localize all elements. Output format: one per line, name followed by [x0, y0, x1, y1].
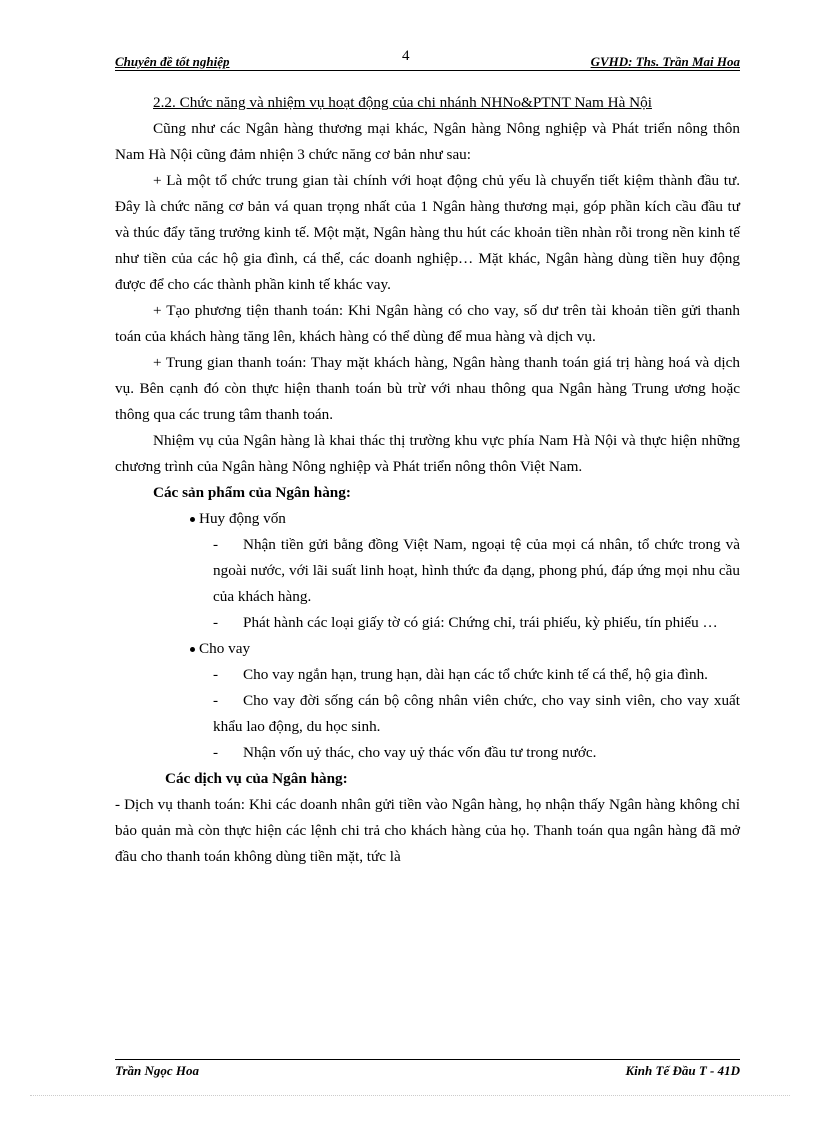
dash-mark: -	[213, 666, 219, 683]
dash-item	[213, 740, 740, 766]
dash-text: Nhận vốn uỷ thác, cho vay uỷ thác vốn đầu tư trong nước.	[243, 744, 597, 761]
document-body	[115, 90, 740, 870]
page-header	[115, 48, 740, 71]
products-title: Các sản phẩm của Ngân hàng:	[153, 484, 351, 501]
header-right-text: GVHD: Ths. Trần Mai Hoa	[590, 54, 740, 69]
paragraph: - Dịch vụ thanh toán: Khi các doanh nhân gửi tiền vào Ngân hàng, họ nhận thấy Ngân hàng không chỉ bảo quản mà còn thực hiện các lệnh chi trả cho khách hàng của họ. Thanh toán qua ngân hàng đã mở đầu cho thanh toán không dùng tiền mặt, tức là	[115, 796, 740, 865]
bullet-label: Huy động vốn	[199, 510, 286, 527]
footer-right-text: Kinh Tế Đầu T - 41D	[625, 1063, 740, 1078]
dash-mark: -	[213, 536, 219, 553]
dash-item	[213, 532, 740, 610]
bullet-label: Cho vay	[199, 640, 251, 657]
bullet-item	[190, 506, 740, 532]
paragraph: + Trung gian thanh toán: Thay mặt khách hàng, Ngân hàng thanh toán giá trị hàng hoá và dịch vụ. Bên cạnh đó còn thực hiện thanh toán bù trừ với nhau thông qua Ngân hàng Trung ương hoặc thông qua các trung tâm thanh toán.	[115, 354, 740, 423]
bullet-item	[190, 636, 740, 662]
services-title: Các dịch vụ của Ngân hàng:	[165, 770, 348, 787]
paragraph: Cũng như các Ngân hàng thương mại khác, Ngân hàng Nông nghiệp và Phát triển nông thôn Nam Hà Nội cũng đảm nhiện 3 chức năng cơ bản như sau:	[115, 120, 740, 163]
section-title: 2.2. Chức năng và nhiệm vụ hoạt động của chi nhánh NHNo&PTNT Nam Hà Nội	[153, 94, 652, 111]
page-number: 4	[402, 48, 410, 64]
dash-text: Cho vay đời sống cán bộ công nhân viên chức, cho vay sinh viên, cho vay xuất khẩu lao động, du học sinh.	[213, 692, 740, 735]
dash-text: Phát hành các loại giấy tờ có giá: Chứng chỉ, trái phiếu, kỳ phiếu, tín phiếu …	[243, 614, 718, 631]
dash-item	[213, 662, 740, 688]
dash-text: Nhận tiền gửi bằng đồng Việt Nam, ngoại tệ của mọi cá nhân, tổ chức trong và ngoài nước, với lãi suất linh hoạt, hình thức đa dạng, phong phú, đáp ứng mọi nhu cầu của khách hàng.	[213, 536, 740, 605]
paragraph: + Tạo phương tiện thanh toán: Khi Ngân hàng có cho vay, số dư trên tài khoản tiền gửi thanh toán của khách hàng tăng lên, khách hàng có thể dùng để mua hàng và dịch vụ.	[115, 302, 740, 345]
footer-left-text: Trần Ngọc Hoa	[115, 1063, 200, 1078]
page-bottom-divider	[30, 1095, 790, 1096]
bullet-dot-icon	[190, 647, 195, 652]
page-footer	[115, 1059, 740, 1078]
dash-mark: -	[213, 744, 219, 761]
dash-item	[213, 610, 740, 636]
dash-mark: -	[213, 614, 219, 631]
bullet-dot-icon	[190, 517, 195, 522]
dash-text: Cho vay ngắn hạn, trung hạn, dài hạn các tổ chức kinh tế cá thể, hộ gia đình.	[243, 666, 708, 683]
dash-item	[213, 688, 740, 740]
paragraph: Nhiệm vụ của Ngân hàng là khai thác thị trường khu vực phía Nam Hà Nội và thực hiện những chương trình của Ngân hàng Nông nghiệp và Phát triển nông thôn Việt Nam.	[115, 432, 740, 475]
header-left-text: Chuyên đề tốt nghiệp	[115, 54, 230, 69]
paragraph: + Là một tổ chức trung gian tài chính với hoạt động chủ yếu là chuyển tiết kiệm thành đầu tư. Đây là chức năng cơ bản vá quan trọng nhất của 1 Ngân hàng thương mại, góp phần kích cầu đầu tư và thúc đẩy tăng trưởng kinh tế. Một mặt, Ngân hàng thu hút các khoản tiền nhàn rỗi trong nền kinh tế như tiền của các hộ gia đình, cá thể, các doanh nghiệp… Mặt khác, Ngân hàng dùng tiền huy động được để cho các thành phần kinh tế khác vay.	[115, 172, 740, 293]
dash-mark: -	[213, 692, 219, 709]
